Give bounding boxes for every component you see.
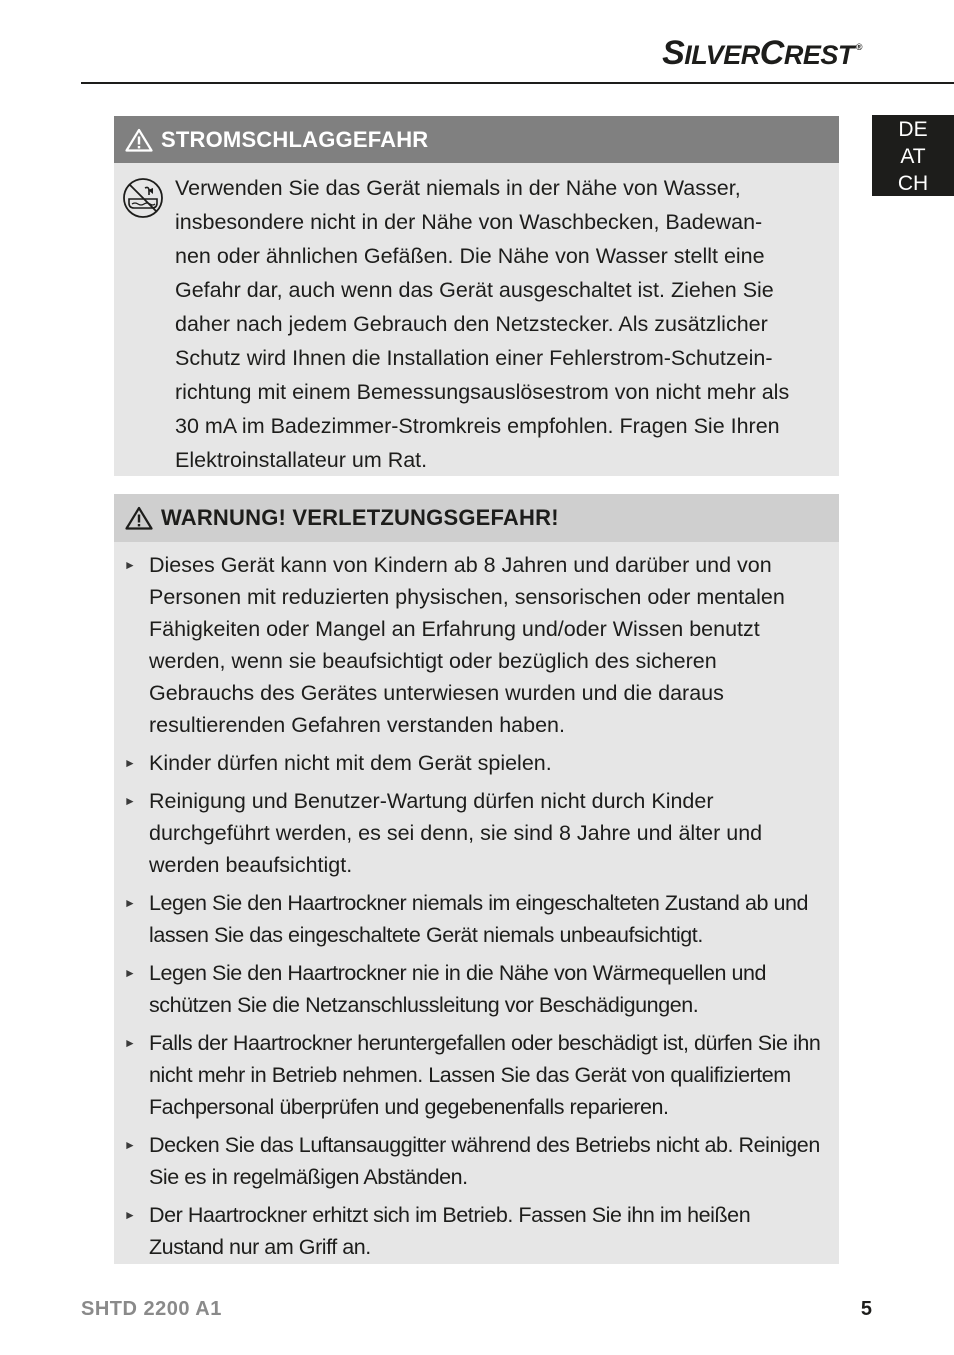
danger-text-line: richtung mit einem Bemessungsauslösestrom von nicht mehr als (175, 380, 790, 404)
danger-box-header (114, 116, 839, 163)
header-rule (81, 82, 954, 84)
bullet-arrow-icon: ► (124, 896, 136, 910)
danger-text-line: Schutz wird Ihnen die Installation einer Fehlerstrom-Schutzein- (175, 346, 773, 370)
list-item: ► Kinder dürfen nicht mit dem Gerät spielen. (123, 747, 823, 779)
danger-text-line: Gefahr dar, auch wenn das Gerät ausgeschaltet ist. Ziehen Sie (175, 278, 774, 302)
bullet-arrow-icon: ► (124, 794, 136, 808)
warning-triangle-icon (125, 128, 153, 152)
list-item: ► Legen Sie den Haartrockner niemals im eingeschalteten Zustand ab und lassen Sie das eingeschaltete Gerät niemals unbeaufsichtigt. (123, 887, 823, 951)
page-number: 5 (860, 1298, 872, 1320)
danger-text-line: 30 mA im Badezimmer-Stromkreis empfohlen. Fragen Sie Ihren (175, 414, 780, 438)
electric-shock-danger-box (114, 116, 839, 476)
bullet-arrow-icon: ► (124, 966, 136, 980)
bullet-arrow-icon: ► (124, 1138, 136, 1152)
list-item: ► Decken Sie das Luftansauggitter während des Betriebs nicht ab. Reinigen Sie es in regelmäßigen Abständen. (123, 1129, 823, 1193)
danger-text-line: nen oder ähnlichen Gefäßen. Die Nähe von Wasser stellt eine (175, 244, 765, 268)
danger-text-line: Verwenden Sie das Gerät niemals in der Nähe von Wasser, (175, 176, 741, 200)
danger-text-line: Elektroinstallateur um Rat. (175, 448, 428, 472)
language-tab (872, 115, 954, 196)
bullet-arrow-icon: ► (124, 756, 136, 770)
warning-box-header (114, 494, 839, 542)
language-code: DE (898, 118, 928, 141)
danger-text-line: insbesondere nicht in der Nähe von Waschbecken, Badewan- (175, 210, 763, 234)
model-number: SHTD 2200 A1 (81, 1298, 222, 1320)
danger-box-title: STROMSCHLAGGEFAHR (161, 126, 429, 152)
bullet-arrow-icon: ► (124, 558, 136, 572)
bullet-arrow-icon: ► (124, 1208, 136, 1222)
no-water-bathtub-icon (122, 177, 164, 219)
warning-list (114, 542, 839, 1263)
warning-triangle-icon (125, 506, 153, 530)
list-item: ► Falls der Haartrockner heruntergefallen oder beschädigt ist, dürfen Sie ihn nicht mehr in Betrieb nehmen. Lassen Sie das Gerät von qualifiziertem Fachpersonal überprüfen und gegebenenfalls reparieren. (123, 1027, 823, 1123)
brand-logo: SILVERCREST ® (662, 34, 862, 72)
language-code: AT (900, 145, 926, 168)
language-code: CH (897, 172, 929, 195)
danger-text-line: daher nach jedem Gebrauch den Netzstecker. Als zusätzlicher (175, 312, 768, 336)
list-item: ► Der Haartrockner erhitzt sich im Betrieb. Fassen Sie ihn im heißen Zustand nur am Griff an. (123, 1199, 823, 1263)
injury-warning-box (114, 494, 839, 1264)
list-item: ► Reinigung und Benutzer-Wartung dürfen nicht durch Kinder durchgeführt werden, es sei denn, sie sind 8 Jahre und älter und werden beaufsichtigt. (123, 785, 823, 881)
warning-box-title: WARNUNG! VERLETZUNGSGEFAHR! (161, 505, 559, 530)
bullet-arrow-icon: ► (124, 1036, 136, 1050)
list-item: ► Legen Sie den Haartrockner nie in die Nähe von Wärmequellen und schützen Sie die Netzanschlussleitung vor Beschädigungen. (123, 957, 823, 1021)
list-item: ► Dieses Gerät kann von Kindern ab 8 Jahren und darüber und von Personen mit reduzierten physischen, sensorischen oder mentalen Fähigkeiten oder Mangel an Erfahrung und/oder Wissen benutzt werden, wenn sie beaufsichtigt oder bezüglich des sicheren Gebrauchs des Gerätes unterwiesen wurden und die daraus resultierenden Gefahren verstanden haben. (123, 549, 823, 741)
